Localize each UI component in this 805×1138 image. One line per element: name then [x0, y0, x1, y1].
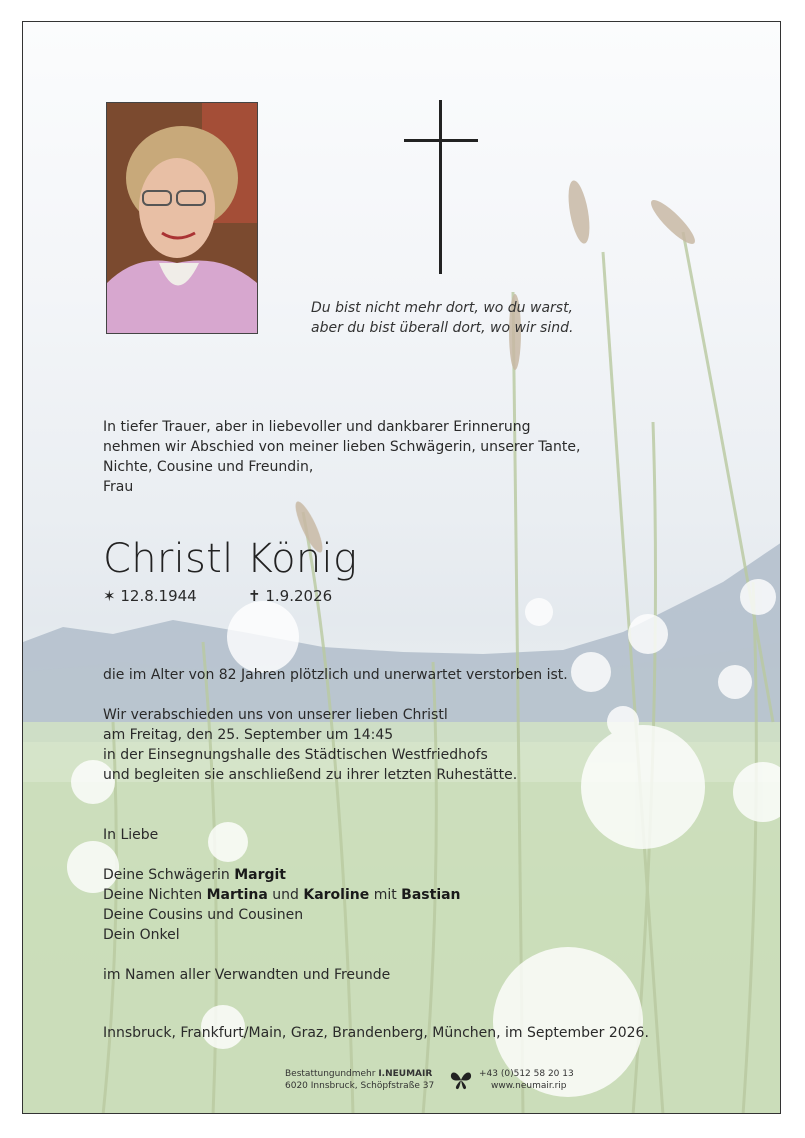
funeral-home-contact	[479, 1068, 574, 1092]
death-date-value: 1.9.2026	[265, 587, 333, 605]
funeral-home-website[interactable]: www.neumair.rip	[491, 1081, 567, 1091]
quote-line-1: Du bist nicht mehr dort, wo du warst,	[311, 300, 574, 316]
ceremony-line-4: und begleiten sie anschließend zu ihrer letzten Ruhestätte.	[103, 767, 518, 783]
greeting: In Liebe	[103, 827, 159, 843]
ceremony-line-2: am Freitag, den 25. September um 14:45	[103, 727, 394, 743]
age-statement: die im Alter von 82 Jahren plötzlich und unerwartet verstorben ist.	[103, 667, 568, 683]
ceremony-line-1: Wir verabschieden uns von unserer lieben Christl	[103, 707, 448, 723]
funeral-home-brand: Bestattungundmehr I.NEUMAIR	[285, 1069, 433, 1079]
butterfly-logo-icon	[449, 1068, 473, 1092]
funeral-home-info	[285, 1068, 434, 1092]
mourner-sister-in-law: Deine Schwägerin Margit	[103, 867, 286, 883]
funeral-home-phone[interactable]: +43 (0)512 58 20 13	[479, 1069, 574, 1079]
intro-line-3: Nichte, Cousine und Freundin,	[103, 459, 314, 475]
birth-date-value: 12.8.1944	[120, 587, 197, 605]
birth-date	[103, 586, 197, 606]
ceremony-details	[103, 705, 517, 785]
places-and-date: Innsbruck, Frankfurt/Main, Graz, Brandenberg, München, im September 2026.	[103, 1025, 649, 1041]
death-date	[248, 586, 332, 606]
deceased-name: Christl König	[103, 536, 358, 582]
death-cross-icon: ✝	[248, 587, 261, 605]
intro-line-2: nehmen wir Abschied von meiner lieben Schwägerin, unserer Tante,	[103, 439, 581, 455]
closing-line: im Namen aller Verwandten und Freunde	[103, 967, 391, 983]
mourner-cousins: Deine Cousins und Cousinen	[103, 907, 304, 923]
intro-text	[103, 417, 580, 497]
cross-icon-horizontal	[404, 139, 478, 142]
mourner-nieces: Deine Nichten Martina und Karoline mit Bastian	[103, 887, 461, 903]
intro-line-1: In tiefer Trauer, aber in liebevoller und dankbarer Erinnerung	[103, 419, 531, 435]
ceremony-line-3: in der Einsegnungshalle des Städtischen Westfriedhofs	[103, 747, 488, 763]
birth-star-icon: ✶	[103, 587, 116, 605]
obituary-card	[22, 21, 781, 1114]
mourner-uncle: Dein Onkel	[103, 927, 180, 943]
memorial-quote	[311, 298, 573, 338]
quote-line-2: aber du bist überall dort, wo wir sind.	[311, 320, 574, 336]
deceased-portrait-photo	[106, 102, 258, 334]
funeral-home-address: 6020 Innsbruck, Schöpfstraße 37	[285, 1081, 435, 1091]
mourners-list	[103, 865, 461, 945]
cross-icon-vertical	[439, 100, 442, 274]
intro-line-4: Frau	[103, 479, 134, 495]
